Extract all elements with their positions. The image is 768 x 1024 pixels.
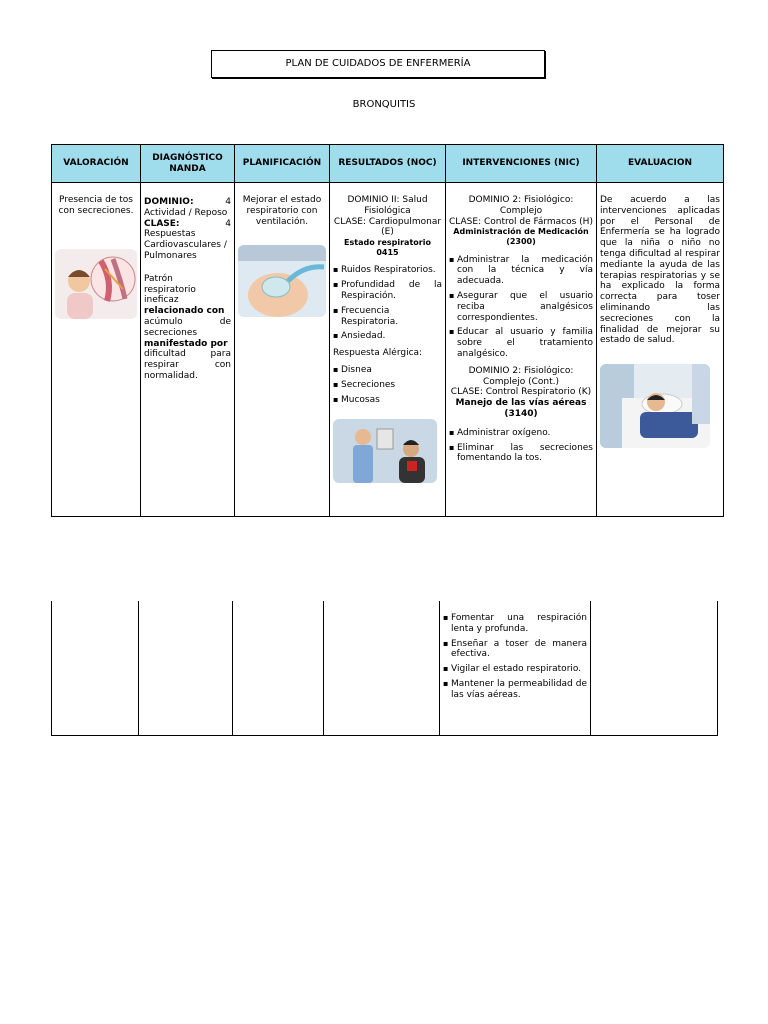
list-item: ▪ Vigilar el estado respiratorio. [443,664,587,675]
noc-list-2 [333,365,442,405]
relacionado-text: acúmulo de secreciones [144,316,231,338]
list-item: ▪ Educar al usuario y familia sobre el tratamiento analgésico. [449,327,593,359]
list-item: ▪ Secreciones [333,380,442,391]
list-item: ▪ Ruidos Respiratorios. [333,265,442,276]
empty-cell [233,601,324,735]
clase-value: 4 [225,218,231,229]
child-in-bed-photo [600,364,710,448]
planificacion-cell [235,183,330,517]
list-item: ▪ Asegurar que el usuario reciba analgésicos correspondientes. [449,291,593,323]
noc-respuesta: Respuesta Alérgica: [333,348,423,359]
list-item: ▪ Administrar la medicación con la técnica y vía adecuada. [449,255,593,287]
empty-cell [591,601,718,735]
header-valoracion: VALORACIÓN [52,145,141,183]
document-title: PLAN DE CUIDADOS DE ENFERMERÍA [211,50,545,78]
nic-dominio-1: DOMINIO 2: Fisiológico: Complejo [468,195,574,216]
manifestado-label: manifestado por [144,338,228,349]
planificacion-text: Mejorar el estado respiratorio con ventilación. [242,195,322,227]
document-subtitle: BRONQUITIS [352,99,416,110]
nanda-cell [141,183,235,517]
list-item: ▪ Mucosas [333,395,442,406]
table-row [52,601,718,735]
intervenciones-cell [446,183,597,517]
nic-manejo: Manejo de las vías aéreas (3140) [455,398,587,419]
header-diagnostico: DIAGNÓSTICO NANDA [141,145,235,183]
evaluacion-text: De acuerdo a las intervenciones aplicadas por el Personal de Enfermería se ha logrado que la niña o niño no tenga dificultad al respirar mediante la ayuda de las terapias respiratorias y se ha explicado la forma correcta para toser eliminando las secreciones con la finalidad de mejorar su estado de salud. [600,195,720,346]
list-item: ▪ Frecuencia Respiratoria. [333,306,442,328]
list-item: ▪ Eliminar las secreciones fomentando la tos. [449,443,593,465]
noc-estado: Estado respiratorio 0415 [344,238,431,257]
empty-cell [52,601,139,735]
header-planificacion: PLANIFICACIÓN [235,145,330,183]
nic-clase-2: CLASE: Control Respiratorio (K) [450,387,592,398]
list-item: ▪ Mantener la permeabilidad de las vías aéreas. [443,679,587,701]
care-plan-table-continued [51,601,718,736]
relacionado-label: relacionado con [144,306,225,317]
noc-dominio: DOMINIO II: Salud Fisiológica [347,195,428,216]
valoracion-cell [52,183,141,517]
empty-cell [139,601,233,735]
header-intervenciones: INTERVENCIONES (NIC) [446,145,597,183]
valoracion-text: Presencia de tos con secreciones. [58,195,134,216]
intervenciones-cont-cell [440,601,591,735]
nic-list-3 [443,613,587,701]
oxygen-mask-photo [238,245,326,317]
list-item: ▪ Profundidad de la Respiración. [333,280,442,302]
dominio-label: DOMINIO: [144,197,194,207]
care-plan-table [51,144,724,517]
dominio-text: Actividad / Reposo [144,207,228,218]
list-item: ▪ Enseñar a toser de manera efectiva. [443,639,587,661]
noc-clase: CLASE: Cardiopulmonar (E) [333,216,442,238]
list-item: ▪ Disnea [333,365,442,376]
nic-administracion: Administración de Medicación (2300) [453,227,589,246]
header-evaluacion: EVALUACION [597,145,724,183]
resultados-cell [330,183,446,517]
list-item: ▪ Fomentar una respiración lenta y profunda. [443,613,587,635]
dominio-value: 4 [225,197,231,207]
patron-text: Patrón respiratorio ineficaz [144,273,196,306]
list-item: ▪ Administrar oxígeno. [449,428,593,439]
table-row [52,183,724,517]
list-item: ▪ Ansiedad. [333,331,442,342]
manifestado-text: dificultad para respirar con normalidad. [144,349,231,381]
nic-list-2 [449,428,593,464]
nic-clase-1: CLASE: Control de Fármacos (H) [449,216,593,227]
clase-label: CLASE: [144,218,180,229]
evaluacion-cell [597,183,724,517]
child-bronchi-illustration [55,249,137,319]
nic-dominio-2: DOMINIO 2: Fisiológico: Complejo (Cont.) [468,365,574,387]
header-resultados: RESULTADOS (NOC) [330,145,446,183]
nurse-child-photo [333,419,437,483]
nic-list-1 [449,255,593,360]
empty-cell [324,601,440,735]
table-header-row [52,145,724,183]
clase-text: Respuestas Cardiovasculares / Pulmonares [144,229,227,261]
noc-list [333,265,442,342]
